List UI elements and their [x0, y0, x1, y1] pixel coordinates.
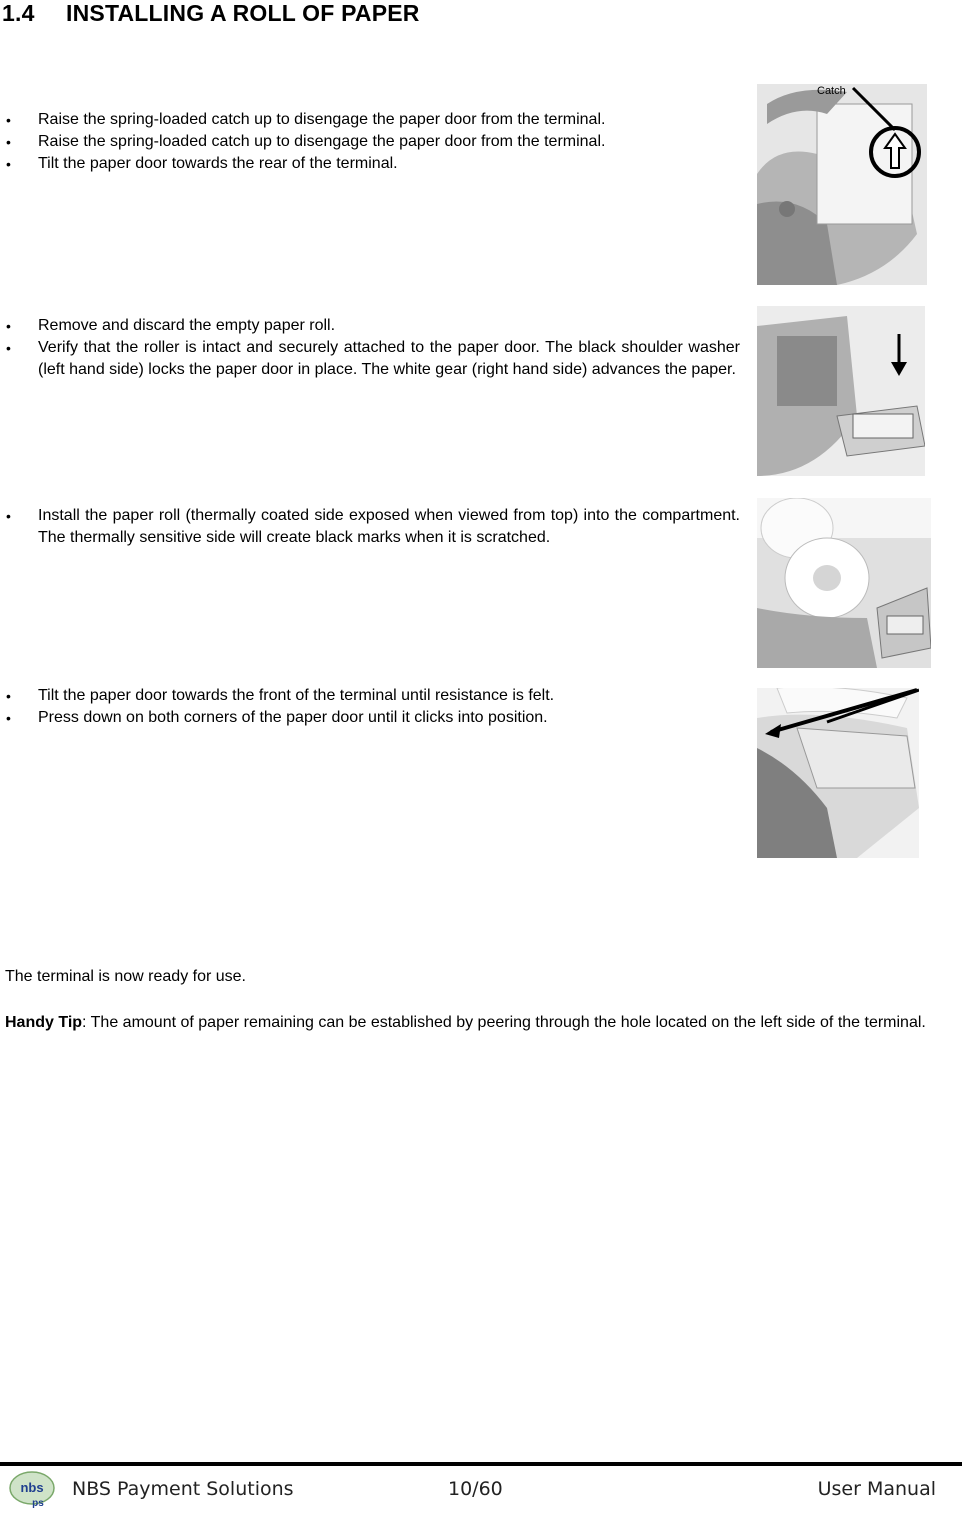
footer-page-number: 10/60	[448, 1478, 503, 1500]
catch-photo	[757, 84, 927, 285]
step-4-bullet-1: • Tilt the paper door towards the front of the terminal until resistance is felt.	[0, 685, 740, 707]
handy-tip	[5, 1012, 960, 1034]
step-2-bullet-1: • Remove and discard the empty paper roll.	[0, 315, 740, 337]
step-1-bullet-2: • Raise the spring-loaded catch up to disengage the paper door from the terminal.	[0, 131, 740, 153]
step-1-bullet-1: • Raise the spring-loaded catch up to disengage the paper door from the terminal.	[0, 109, 740, 131]
step-3-bullet-1: • Install the paper roll (thermally coated side exposed when viewed from top) into the compartment. The thermally sensitive side will create black marks when it is scratched.	[0, 505, 740, 549]
step-3	[0, 505, 740, 549]
catch-label: Catch	[817, 85, 846, 97]
footer-doc-title: User Manual	[817, 1478, 936, 1500]
section-number: 1.4	[2, 0, 35, 26]
logo-text-top: nbs	[20, 1480, 44, 1495]
ready-text: The terminal is now ready for use.	[5, 968, 246, 985]
step-2	[0, 315, 740, 381]
step-1-bullet-3: • Tilt the paper door towards the rear of the terminal.	[0, 153, 740, 175]
step-4	[0, 685, 740, 729]
section-heading	[2, 0, 420, 27]
step-2-bullet-2: • Verify that the roller is intact and securely attached to the paper door. The black shoulder washer (left hand side) locks the paper door in place. The white gear (right hand side) advances the paper.	[0, 337, 740, 381]
logo-text-bottom: ps	[32, 1498, 44, 1509]
handy-tip-label: Handy Tip	[5, 1014, 83, 1031]
roller-photo	[757, 306, 925, 476]
paper-roll-photo	[757, 498, 931, 668]
close-door-photo	[757, 688, 919, 858]
step-1	[0, 109, 740, 175]
page-footer	[0, 1468, 962, 1510]
step-4-bullet-2: • Press down on both corners of the paper door until it clicks into position.	[0, 707, 740, 729]
footer-company: NBS Payment Solutions	[72, 1478, 294, 1500]
section-title: INSTALLING A ROLL OF PAPER	[66, 0, 420, 26]
company-logo	[8, 1470, 56, 1510]
footer-rule	[0, 1462, 962, 1466]
handy-tip-text: : The amount of paper remaining can be established by peering through the hole located on the left side of the terminal.	[82, 1014, 926, 1031]
